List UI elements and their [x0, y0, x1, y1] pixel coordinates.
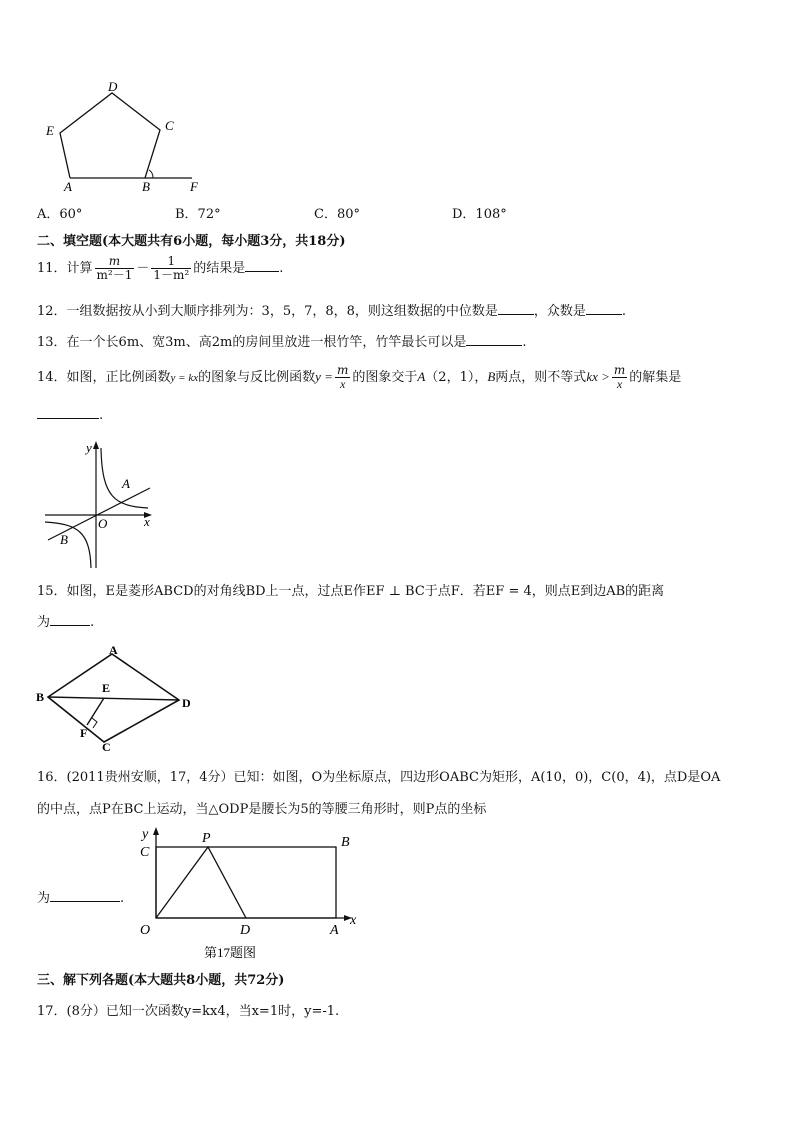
q13-end: . — [522, 335, 527, 350]
q14-f3: kx > — [586, 369, 610, 384]
label-o: O — [98, 516, 108, 531]
q13-answer-blank[interactable] — [466, 333, 522, 346]
label-a: A — [64, 179, 72, 194]
question-11 — [37, 255, 283, 282]
q11-answer-blank[interactable] — [245, 259, 279, 272]
question-15: 15．如图，E是菱形ABCD的对角线BD上一点，过点E作EF ⊥ BC于点F．若EF = 4，则点E到边AB的距离 — [37, 584, 665, 599]
label-b: B — [36, 690, 45, 704]
q12-median-blank[interactable] — [498, 302, 534, 315]
question-14-line2 — [37, 406, 103, 425]
q15-end: . — [90, 615, 95, 630]
q14-p1: 14．如图，正比例函数 — [37, 370, 171, 385]
q16-line3: 为 — [37, 891, 51, 906]
q14-p3: 的图象交于 — [352, 370, 418, 385]
label-o: O — [140, 923, 151, 938]
figure-caption: 第17题图 — [204, 945, 257, 960]
q14-f2: y = — [315, 369, 333, 384]
q14-b: B — [487, 369, 496, 384]
option-b: B．72° — [175, 207, 221, 222]
q14-graph-figure — [40, 438, 160, 573]
q14-answer-blank[interactable] — [37, 406, 99, 419]
label-p: P — [202, 831, 211, 846]
q14-end: . — [99, 408, 104, 423]
q14-frac2-den: x — [616, 377, 623, 391]
label-d: D — [240, 923, 251, 938]
label-d: D — [182, 696, 191, 710]
q16-end: . — [120, 891, 125, 906]
diagonal-bd — [48, 697, 179, 700]
question-15-line2 — [37, 613, 94, 632]
q14-p6: 的解集是 — [629, 370, 682, 385]
rectangle-figure — [134, 822, 366, 962]
q16-answer-blank[interactable] — [50, 889, 120, 902]
q11-frac1-den: m²－1 — [96, 268, 133, 282]
q11-frac2-den: 1－m² — [153, 268, 190, 282]
option-a: A．60° — [37, 207, 83, 222]
question-16: 16．(2011贵州安顺，17，4分）已知：如图，O为坐标原点，四边形OABC为矩形，A(10，0)，C(0，4)，点D是OA — [37, 770, 721, 785]
q11-fraction-1 — [95, 255, 135, 282]
label-d: D — [108, 79, 118, 94]
label-b: B — [60, 532, 68, 547]
question-16-line3 — [37, 889, 124, 908]
rhombus-figure — [36, 643, 201, 753]
label-x: x — [144, 514, 150, 529]
pentagon-shape — [60, 93, 160, 178]
label-a: A — [330, 923, 339, 938]
question-14 — [37, 364, 681, 391]
q14-fraction-1 — [335, 364, 350, 391]
triangle-odp — [156, 847, 246, 918]
label-e: E — [102, 681, 111, 695]
q14-frac1-den: x — [339, 377, 346, 391]
question-12 — [37, 302, 626, 321]
q15-line2: 为 — [37, 615, 51, 630]
right-angle-mark — [92, 718, 97, 728]
question-13 — [37, 333, 526, 352]
q12-mid: ，众数是 — [533, 304, 586, 319]
label-y: y — [86, 440, 92, 455]
q14-frac1-num: m — [336, 363, 349, 377]
label-a: A — [122, 476, 130, 491]
question-17: 17．(8分）已知一次函数y=kx4，当x=1时，y=-1. — [37, 1004, 340, 1019]
q13-text: 13．在一个长6m、宽3m、高2m的房间里放进一根竹竿，竹竿最长可以是 — [37, 335, 467, 350]
q14-f1: y = kx — [170, 372, 199, 384]
hyperbola-branch-2 — [45, 522, 91, 568]
q14-p2: 的图象与反比例函数 — [198, 370, 316, 385]
pentagon-figure — [40, 78, 210, 196]
q14-p5: 两点，则不等式 — [495, 370, 587, 385]
label-b: B — [341, 835, 350, 850]
section3-heading: 三、解下列各题(本大题共8小题，共72分) — [37, 973, 285, 988]
label-y: y — [142, 827, 149, 842]
q12-end: . — [621, 304, 627, 319]
section2-heading: 二、填空题(本大题共有6小题，每小题3分，共18分) — [37, 234, 346, 249]
angle-arc — [149, 170, 153, 178]
label-f: F — [80, 726, 88, 740]
label-x: x — [350, 913, 357, 928]
label-e: E — [46, 123, 54, 138]
y-arrow — [153, 827, 159, 835]
q11-frac2-num: 1 — [151, 255, 191, 269]
label-c: C — [165, 118, 174, 133]
option-d: D．108° — [452, 207, 507, 222]
q12-text: 12．一组数据按从小到大顺序排列为：3，5，7，8，8，则这组数据的中位数是 — [37, 304, 498, 319]
q14-p4: （2，1）， — [425, 370, 488, 385]
q11-prefix: 11．计算 — [37, 261, 93, 276]
q14-a: A — [417, 369, 426, 384]
label-b: B — [142, 179, 150, 194]
y-arrow — [93, 441, 99, 449]
q11-suffix: 的结果是 — [193, 261, 246, 276]
q12-mode-blank[interactable] — [586, 302, 622, 315]
option-c: C．80° — [314, 207, 360, 222]
label-c: C — [140, 845, 150, 860]
rectangle-oabc — [156, 847, 336, 918]
label-f: F — [190, 179, 198, 194]
label-c: C — [102, 740, 111, 753]
q14-frac2-num: m — [613, 363, 626, 377]
question-16-line2: 的中点，点P在BC上运动，当△ODP是腰长为5的等腰三角形时，则P点的坐标 — [37, 802, 487, 817]
q11-fraction-2 — [151, 255, 191, 282]
label-a: A — [109, 643, 118, 657]
q14-fraction-2 — [612, 364, 627, 391]
q11-minus: － — [136, 261, 150, 276]
q11-frac1-num: m — [95, 255, 135, 269]
q11-end: . — [279, 261, 284, 276]
q15-answer-blank[interactable] — [50, 613, 90, 626]
